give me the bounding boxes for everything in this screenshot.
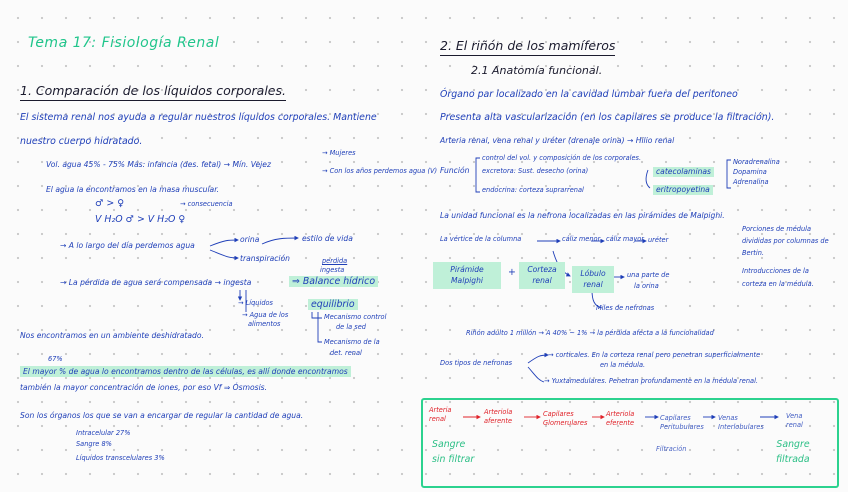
endocrine-function: endocrina: corteza suprarrenal — [482, 186, 584, 194]
percentage-note: 67% — [48, 355, 63, 363]
section-heading-1: 1. Comparación de los líquidos corporales. — [20, 85, 286, 101]
lobe-label: Lóbulo — [580, 269, 606, 278]
filtered-label-2: filtrada — [776, 453, 810, 465]
ureter-label: uréter — [648, 236, 669, 244]
peritubular-label-2: Peritubulares — [660, 422, 704, 431]
cortex-intro-2: corteza en la médula. — [742, 280, 814, 288]
efferent-label-2: eferente — [606, 418, 635, 427]
excretory-function: excretora: Sust. desecho (orina) — [482, 167, 589, 175]
sex-comparison: ♂ > ♀ — [95, 198, 125, 209]
transcellular-pct: Líquidos transcelulares 3% — [76, 454, 165, 462]
intake-label: ingesta — [320, 266, 345, 274]
renal-vein-label-2: renal — [786, 420, 803, 429]
transpiration-label: transpiración — [240, 254, 290, 263]
intro-text-2: nuestro cuerpo hidratado. — [20, 136, 143, 147]
nephrons-count: Miles de nefronas — [596, 304, 655, 312]
water-volume-note: Vol. agua 45% - 75% Más: infancia (des. fetal) → Mín. Vejez — [46, 160, 271, 169]
water-loss-note: → A lo largo del día perdemos agua — [60, 241, 195, 250]
renal-cortex-box — [519, 262, 565, 289]
consequence-note: → consecuencia — [180, 200, 233, 208]
efferent-arteriole-node — [606, 410, 634, 428]
liquids-label: → Líquidos — [238, 299, 273, 307]
control-function: control del vol. y composición de los corporales. — [482, 154, 642, 162]
malpighi-pyramid-box — [433, 262, 501, 289]
intracellular-water-note — [20, 368, 351, 376]
water-volume-comparison: V H₂O ♂ > V H₂O ♀ — [95, 214, 186, 225]
plus-sign: + — [508, 267, 516, 278]
unfiltered-label-1: Sangre — [432, 439, 466, 450]
noradrenaline-label: Noradrenalina — [733, 158, 780, 166]
vascularization-note: Presenta alta vascularización (en los capilares se produce la filtración). — [440, 112, 775, 123]
cortical-nephrons: → corticales. En la corteza renal pero penetran superficialmente — [548, 351, 761, 359]
afferent-arteriole-node — [484, 408, 512, 426]
filtered-label-1: Sangre — [776, 439, 810, 450]
functional-unit-note: La unidad funcional es la nefrona localizadas en las pirámides de Malpighi. — [440, 211, 725, 220]
hilium-note: Arteria renal, vena renal y uréter (drenaje orina) → Hilio renal — [440, 136, 675, 145]
adult-kidney-note: Riñón adulto 1 millón → A 40% ~ 1% → la pérdida afecta a la funcionalidad — [466, 329, 714, 337]
page-title: Tema 17: Fisiología Renal — [28, 35, 220, 51]
unfiltered-label-2: sin filtrar — [432, 453, 475, 465]
food-water-label-2: alimentos — [248, 320, 281, 328]
filtration-label: Filtración — [656, 445, 687, 453]
muscle-water-note: El agua la encontramos en la masa muscular. — [46, 185, 220, 194]
environment-note: Nos encontramos en un ambiente deshidratado. — [20, 331, 204, 340]
medulla-portions-3: Bertin. — [742, 249, 764, 257]
lobe-renal-label: renal — [583, 280, 603, 290]
adrenaline-label: Adrenalina — [733, 178, 769, 186]
renal-artery-label-2: renal — [429, 414, 446, 423]
cortical-nephrons-2: en la médula. — [600, 361, 646, 369]
cortex-label: Corteza — [527, 265, 557, 274]
peritubular-label-1: Capilares — [660, 414, 691, 422]
peritubular-capillaries-node — [660, 414, 704, 432]
urine-label: orina — [240, 235, 260, 244]
veins-label-1: Venas — [718, 414, 738, 422]
loss-label: perdida — [322, 257, 348, 265]
compensation-note: → La pérdida de agua será compensada → ingesta — [60, 278, 252, 287]
interlobular-veins-node — [718, 414, 764, 432]
minor-calyx: cáliz menor — [562, 235, 601, 243]
cortex-renal-label: renal — [532, 276, 552, 286]
afferent-label-2: aferente — [484, 416, 513, 425]
catecholamines-highlight: catecolaminas — [653, 167, 714, 177]
section-heading-2: 2. El riñón de los mamíferos — [440, 40, 615, 56]
section-heading-2-1: 2.1 Anatomía funcional. — [471, 64, 603, 77]
juxtamedullary-nephrons: → Yuxtamedulares. Penetran profundamente en la médula renal. — [544, 377, 759, 385]
veins-label-2: Interlobulares — [718, 422, 764, 431]
thirst-mechanism-2: de la sed — [336, 323, 366, 331]
intro-text-1: El sistema renal nos ayuda a regular nuestros líquidos corporales. Mantiene — [20, 112, 377, 123]
efferent-label-1: Arteriola — [606, 410, 635, 418]
vertex-note: La vértice de la columna — [440, 235, 522, 243]
urine-part-label: una parte de — [627, 271, 670, 279]
equilibrium-highlight: equilibrio — [308, 299, 358, 310]
renal-vein-node — [786, 412, 803, 430]
dopamine-label: Dopamina — [733, 168, 767, 176]
malpighi-label: Malpighi — [451, 276, 483, 286]
renal-vein-label-1: Vena — [786, 412, 803, 420]
renal-mechanism: Mecanismo de la — [324, 338, 380, 346]
glomerular-label-2: Glomerulares — [543, 418, 588, 427]
medulla-portions-2: divididas por columnas de — [742, 237, 829, 245]
pyramid-label: Pirámide — [450, 265, 484, 274]
filtered-blood-label — [776, 438, 810, 467]
medulla-portions-1: Porciones de médula — [742, 225, 812, 233]
organ-location-note: Órgano par localizado en la cavidad lumbar fuera del peritoneo — [440, 89, 738, 100]
urine-part-label-2: la orina — [634, 282, 659, 290]
renal-artery-node — [429, 406, 451, 424]
thirst-mechanism: Mecanismo control — [324, 313, 387, 321]
blood-pct: Sangre 8% — [76, 440, 112, 448]
women-note: → Mujeres — [322, 149, 356, 157]
organs-note: Son los órganos los que se van a encargar de regular la cantidad de agua. — [20, 411, 304, 420]
lifestyle-label: estilo de vida — [302, 234, 353, 243]
renal-artery-label-1: Arteria — [429, 406, 452, 414]
erythropoietin-highlight: eritropoyetina — [653, 185, 713, 195]
food-water-label: → Agua de los — [242, 311, 289, 319]
ion-concentration-note: también la mayor concentración de iones, por eso Vf ⇒ Ósmosis. — [20, 383, 268, 392]
water-balance-highlight: ⇒ Balance hídrico — [289, 276, 378, 287]
major-calyx: cáliz mayor — [606, 235, 644, 243]
unfiltered-blood-label — [432, 438, 474, 467]
glomerular-capillaries-node — [543, 410, 587, 428]
intracellular-pct: Intracelular 27% — [76, 429, 131, 437]
cortex-intro-1: Introducciones de la — [742, 267, 809, 275]
renal-mechanism-2: det. renal — [330, 349, 362, 357]
function-label: Función — [440, 166, 470, 175]
intracellular-water-highlight: El mayor % de agua lo encontramos dentro de las células, es allí donde encontramos — [20, 366, 351, 377]
elderly-note: → Con los años perdemos agua (V) — [322, 167, 438, 175]
renal-lobe-box — [572, 266, 614, 293]
nephron-types-label: Dos tipos de nefronas — [440, 359, 513, 367]
afferent-label-1: Arteriola — [484, 408, 513, 416]
glomerular-label-1: Capilares — [543, 410, 574, 418]
